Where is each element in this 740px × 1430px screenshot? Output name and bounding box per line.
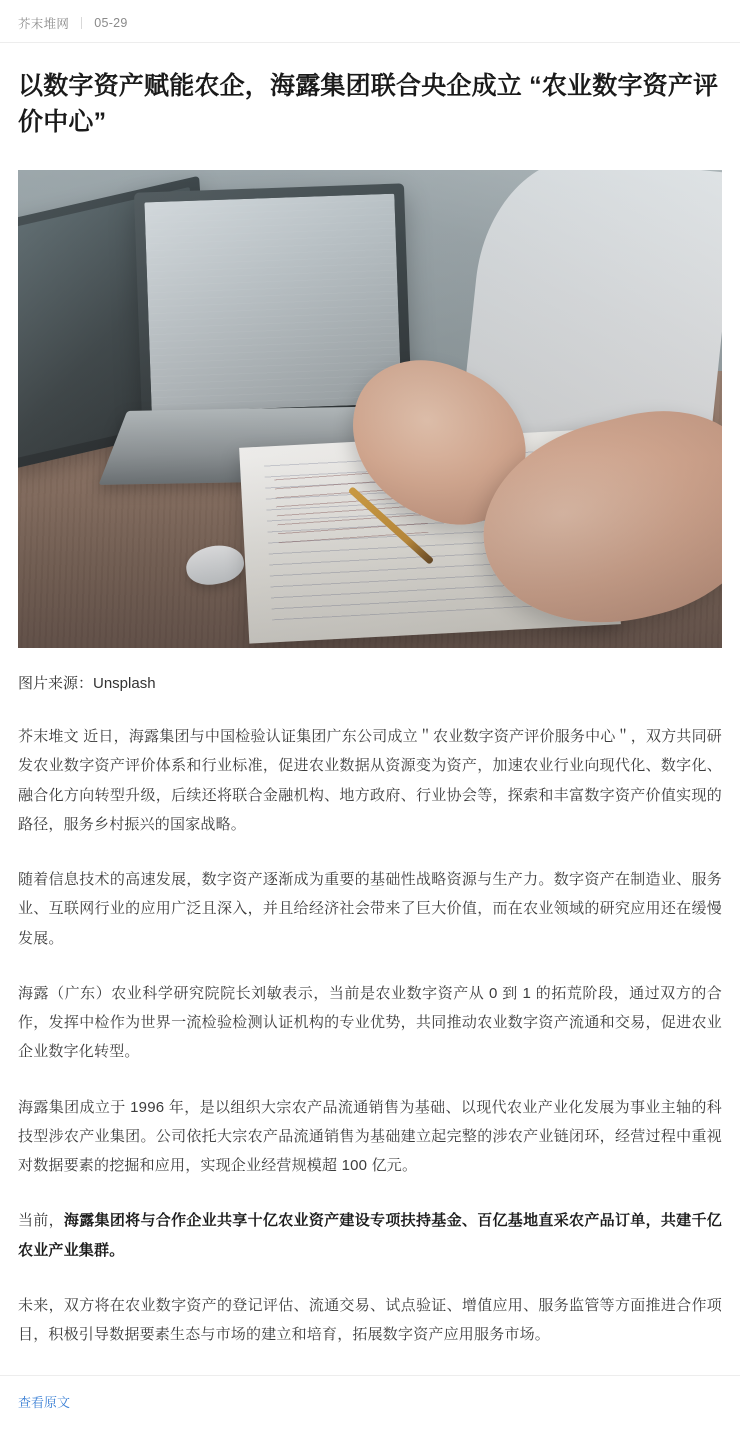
hero-image-container (18, 170, 722, 648)
meta-divider (81, 17, 82, 29)
bottom-spacer (0, 1349, 740, 1375)
publish-date: 05-29 (94, 16, 128, 30)
paragraph-highlight (18, 1206, 722, 1265)
source-name: 芥末堆网 (18, 17, 70, 31)
paragraph-3: 海露（广东）农业科学研究院院长刘敏表示，当前是农业数字资产从 0 到 1 的拓荒阶段，通过双方的合作，发挥中检作为世界一流检验检测认证机构的专业优势，共同推动农业数字资产流通和交易，促进农业企业数字化转型。 (18, 984, 722, 1061)
page-title: 以数字资产赋能农企，海露集团联合央企成立 “农业数字资产评价中心” (18, 72, 719, 136)
article-body (18, 696, 722, 1349)
article-footer (0, 1375, 740, 1430)
view-original-link[interactable]: 查看原文 (18, 1395, 71, 1411)
paragraph-5: 未来，双方将在农业数字资产的登记评估、流通交易、试点验证、增值应用、服务监管等方面推进合作项目，积极引导数据要素生态与市场的建立和培育，拓展数字资产应用服务市场。 (18, 1296, 722, 1343)
hero-image (18, 170, 722, 648)
highlight-bold-text: 海露集团将与合作企业共享十亿农业资产建设专项扶持基金、百亿基地直采农产品订单，共建千亿农业产业集群。 (18, 1212, 722, 1259)
paragraph-1: 芥末堆文 近日，海露集团与中国检验认证集团广东公司成立＂农业数字资产评价服务中心＂，双方共同研发农业数字资产评价体系和行业标准，促进农业数据从资源变为资产，加速农业行业向现代化、数字化、融合化方向转型升级，后续还将联合金融机构、地方政府、行业协会等，探索和丰富数字资产价值实现的路径，服务乡村振兴的国家战略。 (18, 728, 722, 833)
article-meta-bar (0, 0, 740, 43)
paragraph-2: 随着信息技术的高速发展，数字资产逐渐成为重要的基础性战略资源与生产力。数字资产在制造业、服务业、互联网行业的应用广泛且深入，并且给经济社会带来了巨大价值，而在农业领域的研究应用还在缓慢发展。 (18, 871, 722, 947)
image-caption: 图片来源：Unsplash (18, 675, 156, 692)
highlight-prefix: 当前， (18, 1212, 64, 1230)
paragraph-4: 海露集团成立于 1996 年，是以组织大宗农产品流通销售为基础、以现代农业产业化发展为事业主轴的科技型涉农产业集团。公司依托大宗农产品流通销售为基础建立起完整的涉农产业链闭环，经营过程中重视对数据要素的挖掘和应用，实现企业经营规模超 100 亿元。 (18, 1098, 722, 1174)
